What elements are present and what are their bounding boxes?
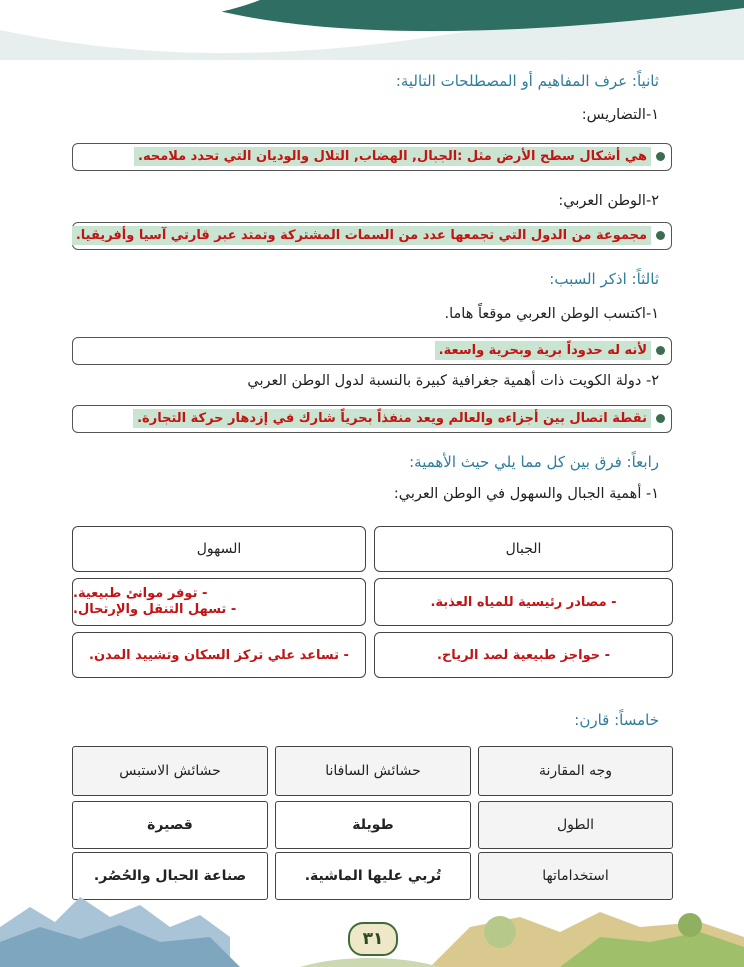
bullet-icon xyxy=(656,346,665,355)
section3-question-1: ١-اكتسب الوطن العربي موقعاً هاما. xyxy=(444,306,659,322)
table2-header-steppe: حشائش الاستبس xyxy=(72,746,268,796)
section5-heading: خامساً: قارن: xyxy=(574,711,659,729)
table2-cell-steppe-uses: صناعة الحبال والحُصُر. xyxy=(72,852,268,900)
answer-text: لأنه له حدوداً برية وبحرية واسعة. xyxy=(435,341,651,360)
page-number: ٣١ xyxy=(348,922,398,956)
table1-cell-plains-2: - تساعد علي تركز السكان وتشييد المدن. xyxy=(72,632,366,678)
section3-question-2: ٢- دولة الكويت ذات أهمية جغرافية كبيرة بالنسبة لدول الوطن العربي xyxy=(247,373,659,389)
table1-cell-plains-1 xyxy=(72,578,366,626)
answer-box-arab-world xyxy=(72,222,672,250)
table1-cell-mountains-2: - حواجز طبيعية لصد الرياح. xyxy=(374,632,673,678)
section2-question-2: ٢-الوطن العربي: xyxy=(558,193,659,209)
bullet-icon xyxy=(656,414,665,423)
bullet-icon xyxy=(656,231,665,240)
table2-cell-savanna-uses: تُربي عليها الماشية. xyxy=(275,852,471,900)
table2-label-length: الطول xyxy=(478,801,673,849)
answer-box-kuwait xyxy=(72,405,672,433)
table1-header-mountains: الجبال xyxy=(374,526,673,572)
answer-box-terrain xyxy=(72,143,672,171)
section2-question-1: ١-التضاريس: xyxy=(581,107,659,123)
table1-cell-plains-1-line2: - تسهل التنقل والإرتحال. xyxy=(73,602,237,617)
answer-text: نقطة اتصال بين أجزاءه والعالم ويعد منفذاً بحرياً شارك في إزدهار حركة التجارة. xyxy=(133,409,651,428)
table2-header-savanna: حشائش السافانا xyxy=(275,746,471,796)
answer-box-location xyxy=(72,337,672,365)
section2-heading: ثانياً: عرف المفاهيم أو المصطلحات التالية: xyxy=(395,72,659,90)
answer-text: هي أشكال سطح الأرض مثل :الجبال, الهضاب, التلال والوديان التي تحدد ملامحه. xyxy=(134,147,651,166)
table2-cell-steppe-length: قصيرة xyxy=(72,801,268,849)
top-wave-decoration xyxy=(0,0,744,60)
table1-cell-mountains-1: - مصادر رئيسية للمياه العذبة. xyxy=(374,578,673,626)
table2-label-uses: استخداماتها xyxy=(478,852,673,900)
answer-text: مجموعة من الدول التي تجمعها عدد من السمات المشتركة وتمتد عبر قارتي آسيا وأفريقيا. xyxy=(72,226,651,245)
table2-cell-savanna-length: طويلة xyxy=(275,801,471,849)
table2-header-aspect: وجه المقارنة xyxy=(478,746,673,796)
section3-heading: ثالثاً: اذكر السبب: xyxy=(549,270,659,288)
bullet-icon xyxy=(656,152,665,161)
table1-cell-plains-1-line1: - توفر موانئ طبيعية. xyxy=(73,585,208,601)
section4-question-1: ١- أهمية الجبال والسهول في الوطن العربي: xyxy=(393,486,659,502)
table1-header-plains: السهول xyxy=(72,526,366,572)
section4-heading: رابعاً: فرق بين كل مما يلي حيث الأهمية: xyxy=(409,453,659,471)
